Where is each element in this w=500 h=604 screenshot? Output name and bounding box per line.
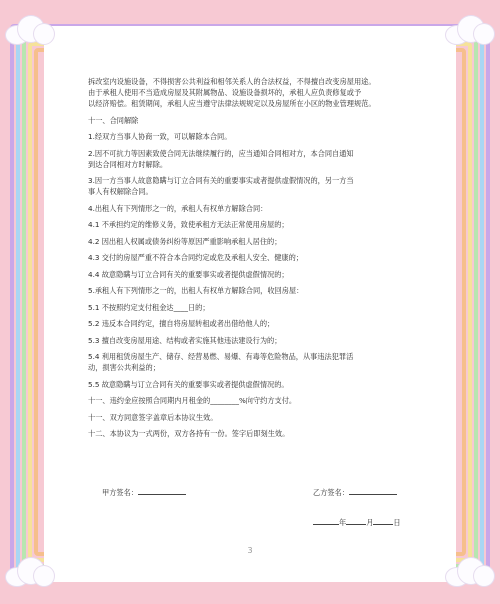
paragraph-line: 到达合同相对方时解除。 bbox=[88, 159, 168, 169]
paragraph-line: 十一、双方同意签字盖章后本协议生效。 bbox=[88, 412, 218, 422]
cloud-icon bbox=[446, 16, 494, 46]
party-a-signature-line[interactable] bbox=[138, 487, 186, 495]
paragraph-line: 以经济赔偿。租赁期间，承租人应当遵守法律法规规定以及房屋所在小区的物业管理规范。 bbox=[88, 99, 376, 108]
cloud-icon bbox=[6, 16, 54, 46]
cloud-icon bbox=[446, 558, 494, 588]
paragraph-line: 2.因不可抗力等因素致使合同无法继续履行的，应当通知合同相对方，本合同自通知 bbox=[88, 148, 354, 158]
paragraph-line: 5.3 擅自改变房屋用途、结构或者实施其他违法建设行为的； bbox=[88, 335, 282, 345]
paragraph-line: 5.4 利用租赁房屋生产、储存、经营易燃、易爆、有毒等危险物品，从事违法犯罪活 bbox=[88, 352, 354, 361]
party-b-signature-line[interactable] bbox=[349, 487, 397, 495]
month-label: 月 bbox=[366, 518, 374, 527]
paragraph-line: 事人有权解除合同。 bbox=[88, 187, 153, 196]
month-field[interactable] bbox=[346, 517, 366, 525]
party-a-label: 甲方签名： bbox=[102, 488, 138, 497]
paragraph-line: 3.因一方当事人故意隐瞒与订立合同有关的重要事实或者提供虚假情况的，另一方当 bbox=[88, 176, 354, 185]
party-b-signature bbox=[313, 487, 397, 498]
paragraph-line: 动，损害公共利益的； bbox=[88, 363, 160, 372]
paragraph-line: 5.5 故意隐瞒与订立合同有关的重要事实或者提供虚假情况的。 bbox=[88, 379, 289, 389]
paragraph-line: 4.3 交付的房屋严重不符合本合同约定或危及承租人安全、健康的； bbox=[88, 253, 303, 262]
page-number: 3 bbox=[247, 546, 253, 555]
paragraph-line: 十二、本协议为一式两份，双方各持有一份。签字后即刻生效。 bbox=[88, 429, 290, 438]
year-field[interactable] bbox=[313, 517, 339, 525]
paragraph-line: 拆改室内设施设备，不得损害公共利益和相邻关系人的合法权益，不得擅自改变房屋用途。 bbox=[88, 77, 376, 86]
paragraph-line: 4.1 不承担约定的维修义务，致使承租方无法正常使用房屋的； bbox=[88, 220, 289, 229]
day-label: 日 bbox=[393, 518, 401, 527]
paragraph-line: 十一、违约金应按照合同期内月租金的________%向守约方支付。 bbox=[88, 396, 297, 405]
signature-date bbox=[313, 517, 401, 528]
cloud-icon bbox=[6, 558, 54, 588]
paragraph-line: 1.经双方当事人协商一致，可以解除本合同。 bbox=[88, 132, 232, 141]
paragraph-line: 5.1 不按照约定支付租金达____日的； bbox=[88, 302, 210, 312]
paragraph-line: 5.2 违反本合同约定，擅自将房屋转租或者出借给他人的； bbox=[88, 319, 275, 328]
paragraph-line: 5.承租人有下列情形之一的，出租人有权单方解除合同，收回房屋： bbox=[88, 286, 304, 295]
document-body bbox=[88, 76, 418, 439]
day-field[interactable] bbox=[373, 517, 393, 525]
year-label: 年 bbox=[339, 518, 347, 527]
paragraph-line: 4.2 因出租人权属或债务纠纷等原因严重影响承租人居住的； bbox=[88, 236, 282, 246]
party-a-signature bbox=[102, 487, 186, 498]
paragraph-line: 4.4 故意隐瞒与订立合同有关的重要事实或者提供虚假情况的； bbox=[88, 269, 289, 279]
party-b-label: 乙方签名： bbox=[313, 488, 349, 497]
paragraph-line: 4.出租人有下列情形之一的，承租人有权单方解除合同： bbox=[88, 203, 268, 213]
paragraph-line: 由于承租人使用不当造成房屋及其附属物品、设施设备损坏的，承租人应负责修复或予 bbox=[88, 88, 362, 97]
section-heading: 十一、合同解除 bbox=[88, 115, 139, 125]
